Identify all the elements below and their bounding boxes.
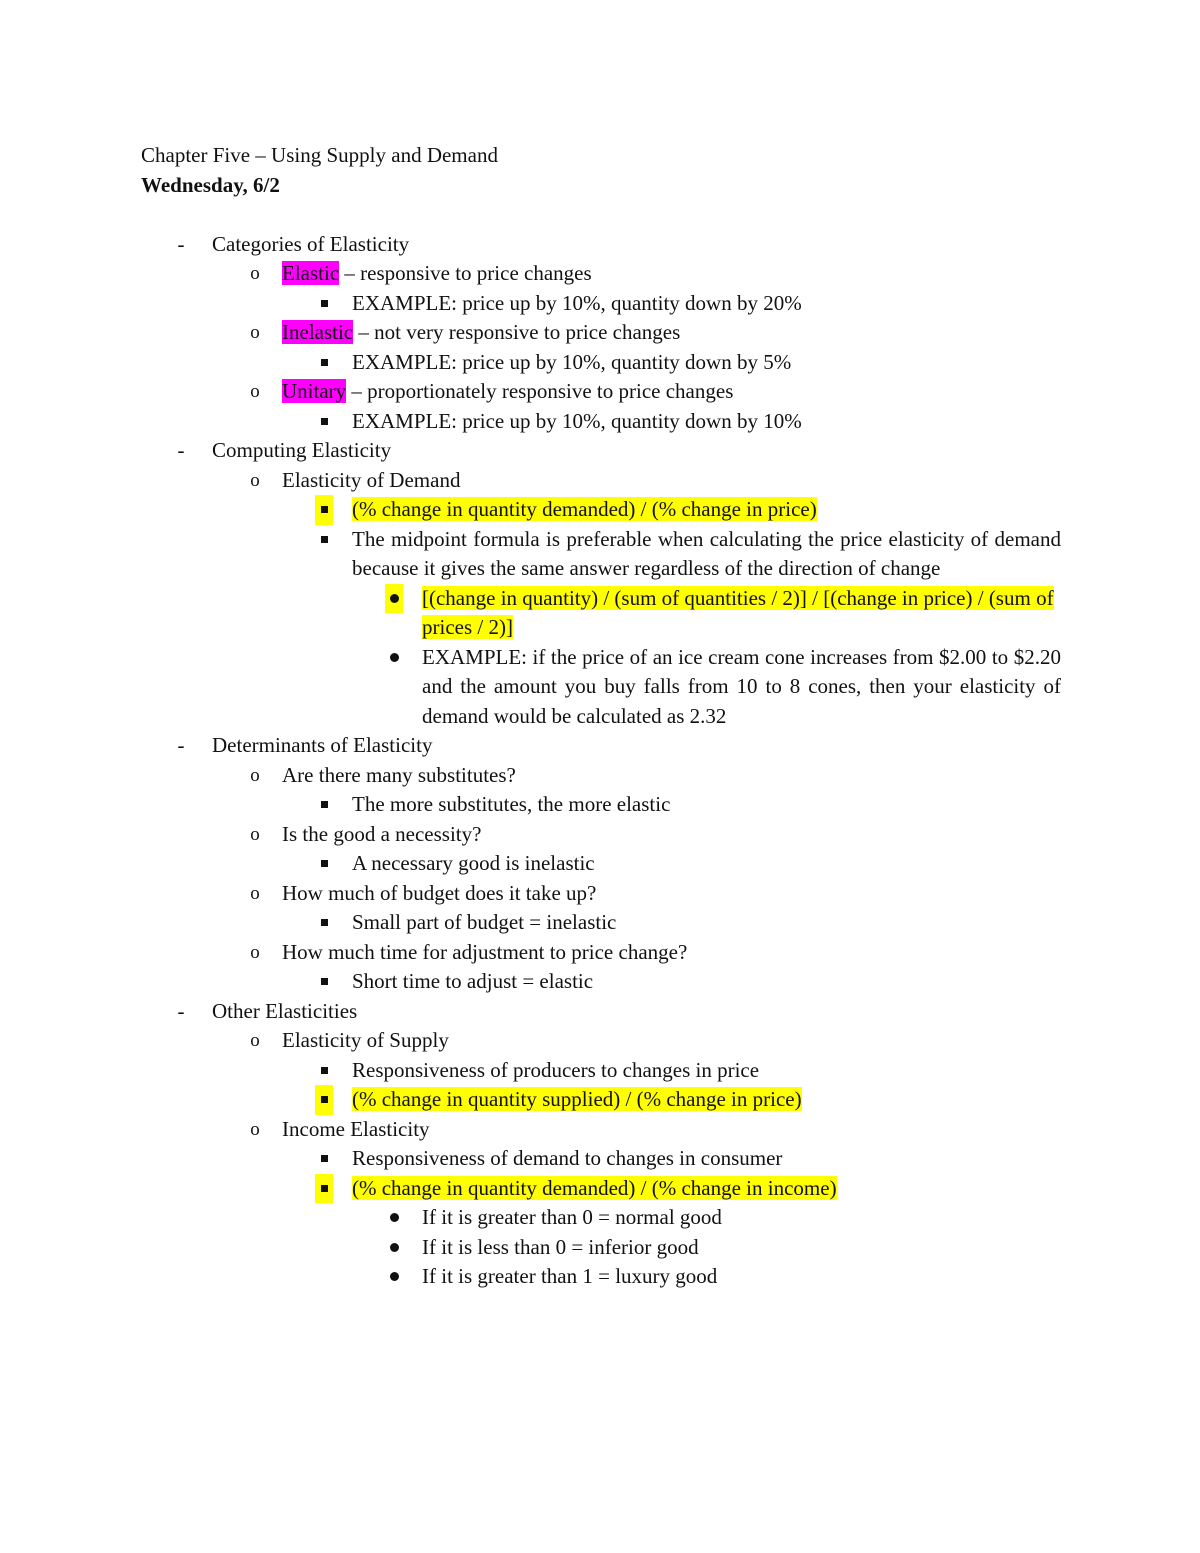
round-bullet-icon (385, 643, 403, 673)
dash-bullet: - (177, 998, 185, 1023)
example-text: EXAMPLE: price up by 10%, quantity down by 10% (352, 408, 802, 433)
circle-bullet: o (250, 381, 260, 402)
round-bullet-icon (385, 1233, 403, 1263)
list-item (141, 318, 1061, 348)
list-item (141, 407, 1061, 437)
list-item (141, 908, 1061, 938)
determinant-question: How much of budget does it take up? (282, 880, 597, 905)
list-item (141, 761, 1061, 791)
example-text: EXAMPLE: if the price of an ice cream cone increases from $2.00 to $2.20 and the amount you buy falls from 10 to 8 cones, then your elasticity of demand would be calculated as 2.32 (422, 644, 1061, 728)
square-bullet-icon (315, 525, 333, 555)
income-description: Responsiveness of demand to changes in consumer (352, 1146, 783, 1170)
demand-formula: (% change in quantity demanded) / (% change in price) (352, 497, 817, 521)
round-bullet-icon (385, 584, 403, 614)
square-bullet-icon (315, 1144, 333, 1174)
list-item (141, 1085, 1061, 1115)
example-text: EXAMPLE: price up by 10%, quantity down by 20% (352, 290, 802, 315)
square-bullet-icon (315, 1174, 333, 1204)
circle-bullet: o (250, 941, 260, 963)
square-bullet-icon (315, 967, 333, 997)
term-unitary: Unitary (282, 379, 347, 403)
income-case: If it is greater than 1 = luxury good (422, 1264, 718, 1288)
square-bullet-icon (315, 348, 333, 378)
document-date: Wednesday, 6/2 (141, 172, 280, 197)
section-heading: Computing Elasticity (212, 438, 392, 462)
circle-bullet: o (250, 469, 260, 491)
section-heading: Categories of Elasticity (212, 231, 410, 256)
determinant-question: Are there many substitutes? (282, 762, 516, 787)
list-item (141, 466, 1061, 496)
square-bullet-icon (315, 1056, 333, 1086)
term-inelastic: Inelastic (282, 320, 354, 344)
round-bullet-icon (385, 1262, 403, 1292)
list-item (141, 259, 1061, 289)
subsection-label: Elasticity of Supply (282, 1028, 449, 1052)
square-bullet-icon (315, 790, 333, 820)
circle-bullet: o (250, 263, 260, 284)
circle-bullet: o (250, 1118, 260, 1140)
section-heading: Determinants of Elasticity (212, 733, 433, 757)
dash-bullet: - (177, 231, 185, 256)
section-determinants (141, 731, 1061, 761)
determinant-answer: Small part of budget = inelastic (352, 910, 617, 934)
list-item (141, 1203, 1061, 1233)
term-elastic: Elastic (282, 261, 340, 285)
list-item (141, 495, 1061, 525)
list-item (141, 525, 1061, 584)
square-bullet-icon (315, 289, 333, 319)
term-description: – responsive to price changes (339, 261, 592, 285)
section-categories (141, 230, 1061, 260)
square-bullet-icon (315, 407, 333, 437)
term-description: – proportionately responsive to price changes (346, 379, 734, 403)
circle-bullet: o (250, 823, 260, 845)
dash-bullet: - (177, 438, 185, 462)
list-item (141, 879, 1061, 909)
list-item (141, 1233, 1061, 1263)
square-bullet-icon (315, 849, 333, 879)
supply-formula: (% change in quantity supplied) / (% change in price) (352, 1087, 802, 1111)
subsection-label: Income Elasticity (282, 1116, 430, 1141)
document-page (141, 141, 1061, 1292)
list-item (141, 790, 1061, 820)
example-text: EXAMPLE: price up by 10%, quantity down by 5% (352, 349, 792, 374)
list-item (141, 967, 1061, 997)
list-item (141, 584, 1061, 643)
list-item (141, 1144, 1061, 1174)
determinant-answer: The more substitutes, the more elastic (352, 792, 671, 816)
square-bullet-icon (315, 908, 333, 938)
square-bullet-icon (315, 1085, 333, 1115)
income-case: If it is greater than 0 = normal good (422, 1205, 722, 1229)
income-case: If it is less than 0 = inferior good (422, 1234, 699, 1259)
dash-bullet: - (177, 733, 185, 757)
list-item (141, 643, 1061, 732)
circle-bullet: o (250, 764, 260, 786)
determinant-question: Is the good a necessity? (282, 821, 482, 846)
blank-line (141, 200, 1061, 230)
section-other (141, 997, 1061, 1027)
list-item (141, 938, 1061, 968)
term-description: – not very responsive to price changes (353, 320, 681, 344)
supply-description: Responsiveness of producers to changes in price (352, 1057, 760, 1082)
subsection-label: Elasticity of Demand (282, 467, 461, 492)
document-title: Chapter Five – Using Supply and Demand (141, 143, 498, 167)
section-heading: Other Elasticities (212, 998, 358, 1023)
list-item (141, 1262, 1061, 1292)
round-bullet-icon (385, 1203, 403, 1233)
list-item (141, 377, 1061, 407)
list-item (141, 1174, 1061, 1204)
section-computing (141, 436, 1061, 466)
midpoint-formula: [(change in quantity) / (sum of quantities / 2)] / [(change in price) / (sum of prices / 2)] (422, 585, 1054, 639)
income-formula: (% change in quantity demanded) / (% change in income) (352, 1175, 837, 1200)
list-item (141, 1026, 1061, 1056)
determinant-answer: Short time to adjust = elastic (352, 969, 594, 993)
list-item (141, 1115, 1061, 1145)
circle-bullet: o (250, 322, 260, 343)
determinant-question: How much time for adjustment to price change? (282, 939, 688, 964)
list-item (141, 289, 1061, 319)
determinant-answer: A necessary good is inelastic (352, 851, 595, 875)
list-item (141, 348, 1061, 378)
list-item (141, 820, 1061, 850)
midpoint-note: The midpoint formula is preferable when calculating the price elasticity of demand because it gives the same answer regardless of the direction of change (352, 526, 1061, 580)
circle-bullet: o (250, 1030, 260, 1051)
list-item (141, 1056, 1061, 1086)
list-item (141, 849, 1061, 879)
circle-bullet: o (250, 882, 260, 904)
square-bullet-icon (315, 495, 333, 525)
